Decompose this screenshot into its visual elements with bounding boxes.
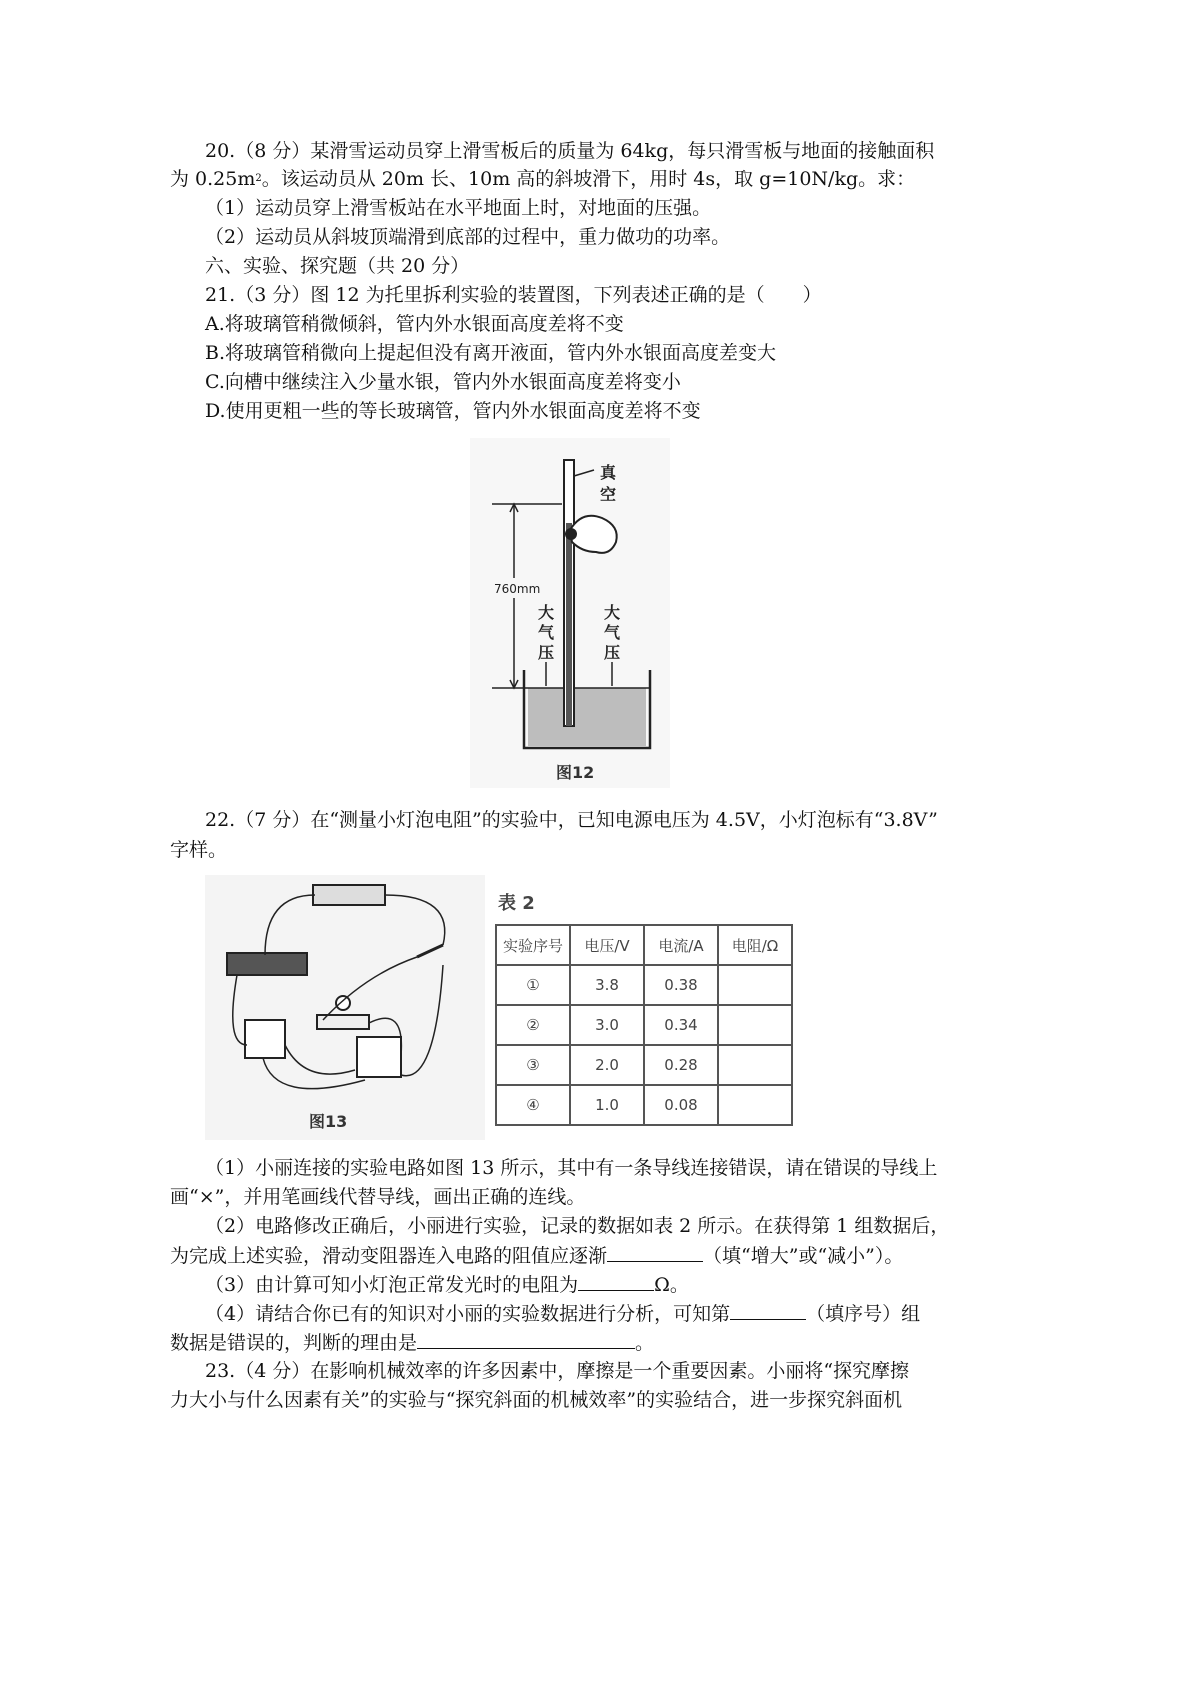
q22-part3-suffix: Ω。 [654,1274,689,1296]
table-row [496,1045,792,1085]
figure-13-caption: 图13 [309,1112,348,1131]
answer-blank-1[interactable] [607,1243,703,1262]
table-header-cell: 实验序号 [496,925,570,965]
table-row [496,965,792,1005]
q22-part4-line1 [205,1301,920,1326]
table-cell: ① [496,965,570,1005]
q21-stem: 21.（3 分）图 12 为托里拆利实验的装置图，下列表述正确的是（ ） [205,284,822,306]
q22-part2-line2 [170,1243,903,1268]
table-cell: 0.28 [644,1045,718,1085]
q21-option-b: B.将玻璃管稍微向上提起但没有离开液面，管内外水银面高度差变大 [205,342,777,364]
q23-line1: 23.（4 分）在影响机械效率的许多因素中，摩擦是一个重要因素。小丽将“探究摩擦 [205,1360,910,1382]
table-header-cell: 电压/V [570,925,644,965]
q20-sub1: （1）运动员穿上滑雪板站在水平地面上时，对地面的压强。 [205,197,712,219]
q22-part1-line2: 画“×”，并用笔画线代替导线，画出正确的连线。 [170,1186,586,1208]
q22-part2-line1: （2）电路修改正确后，小丽进行实验，记录的数据如表 2 所示。在获得第 1 组数据后， [205,1215,950,1237]
table-cell: 0.08 [644,1085,718,1125]
figure-12-caption: 图12 [556,763,595,782]
q22-line1: 22.（7 分）在“测量小灯泡电阻”的实验中，已知电源电压为 4.5V，小灯泡标有“3.8V” [205,809,938,831]
q21-option-c: C.向槽中继续注入少量水银，管内外水银面高度差将变小 [205,371,681,393]
q22-part4-text: （4）请结合你已有的知识对小丽的实验数据进行分析，可知第 [205,1303,731,1325]
table-header-row [496,925,792,965]
q22-part3-text: （3）由计算可知小灯泡正常发光时的电阻为 [205,1274,579,1296]
table-row [496,1085,792,1125]
q20-line2-part2: 。该运动员从 20m 长、10m 高的斜坡滑下，用时 4s，取 g=10N/kg。求： [261,168,916,190]
table-cell: 3.8 [570,965,644,1005]
q22-part4-line2 [170,1330,654,1355]
left-atm-3: 压 [538,643,555,662]
table-header-cell: 电流/A [644,925,718,965]
q22-part2-text: 为完成上述实验，滑动变阻器连入电路的阻值应逐渐 [170,1245,608,1267]
table-cell: 0.38 [644,965,718,1005]
q21-option-d: D.使用更粗一些的等长玻璃管，管内外水银面高度差将不变 [205,400,701,422]
left-atm-1: 大 [538,603,555,622]
table-cell: 2.0 [570,1045,644,1085]
table-2-title: 表 2 [498,893,535,914]
q20-line2-part1: 为 0.25m [170,168,256,190]
q21-option-a: A.将玻璃管稍微倾斜，管内外水银面高度差将不变 [205,313,624,335]
q20-superscript: 2 [255,173,262,184]
table-header-cell: 电阻/Ω [718,925,792,965]
table-2 [495,924,793,1126]
mercury-trough-fill [528,688,646,746]
table-cell [718,965,792,1005]
vacuum-label-2: 空 [600,485,617,504]
ammeter-icon [245,1020,285,1058]
table-cell [718,1045,792,1085]
table-row [496,1005,792,1045]
q23-line2: 力大小与什么因素有关”的实验与“探究斜面的机械效率”的实验结合，进一步探究斜面机 [170,1389,903,1411]
right-atm-1: 大 [604,603,621,622]
table-cell: 1.0 [570,1085,644,1125]
q20-line2 [170,167,915,191]
table-cell: ④ [496,1085,570,1125]
q22-line2: 字样。 [170,839,228,861]
right-atm-3: 压 [604,643,621,662]
section-heading: 六、实验、探究题（共 20 分） [205,255,470,277]
bulb-icon [336,996,350,1010]
figure-12-torricelli [470,438,670,788]
vacuum-label-1: 真 [600,463,617,482]
table-cell: 3.0 [570,1005,644,1045]
table-cell [718,1005,792,1045]
q22-part4-reason-text: 数据是错误的，判断的理由是 [170,1332,418,1354]
battery-box-icon [313,885,385,905]
table-cell: 0.34 [644,1005,718,1045]
figure-13-circuit [205,875,485,1140]
q20-sub2: （2）运动员从斜坡顶端滑到底部的过程中，重力做功的功率。 [205,226,731,248]
q20-line1: 20.（8 分）某滑雪运动员穿上滑雪板后的质量为 64kg，每只滑雪板与地面的接触面积 [205,140,935,162]
voltmeter-icon [357,1037,401,1077]
table-cell: ③ [496,1045,570,1085]
right-atm-2: 气 [604,623,621,642]
answer-blank-4[interactable] [417,1330,635,1349]
table-cell [718,1085,792,1125]
left-atm-2: 气 [538,623,555,642]
height-label: 760mm [494,582,541,596]
q22-part2-suffix: （填“增大”或“减小”）。 [703,1245,904,1267]
rheostat-icon [227,953,307,975]
q22-part4-suffix: （填序号）组 [806,1303,921,1325]
answer-blank-3[interactable] [730,1301,806,1320]
mercury-column [566,523,572,726]
finger-icon [565,528,577,540]
q22-part1-line1: （1）小丽连接的实验电路如图 13 所示，其中有一条导线连接错误，请在错误的导线上 [205,1157,938,1179]
q22-part3 [205,1272,689,1297]
answer-blank-2[interactable] [578,1272,654,1291]
q22-part4-end: 。 [635,1332,655,1354]
table-cell: ② [496,1005,570,1045]
